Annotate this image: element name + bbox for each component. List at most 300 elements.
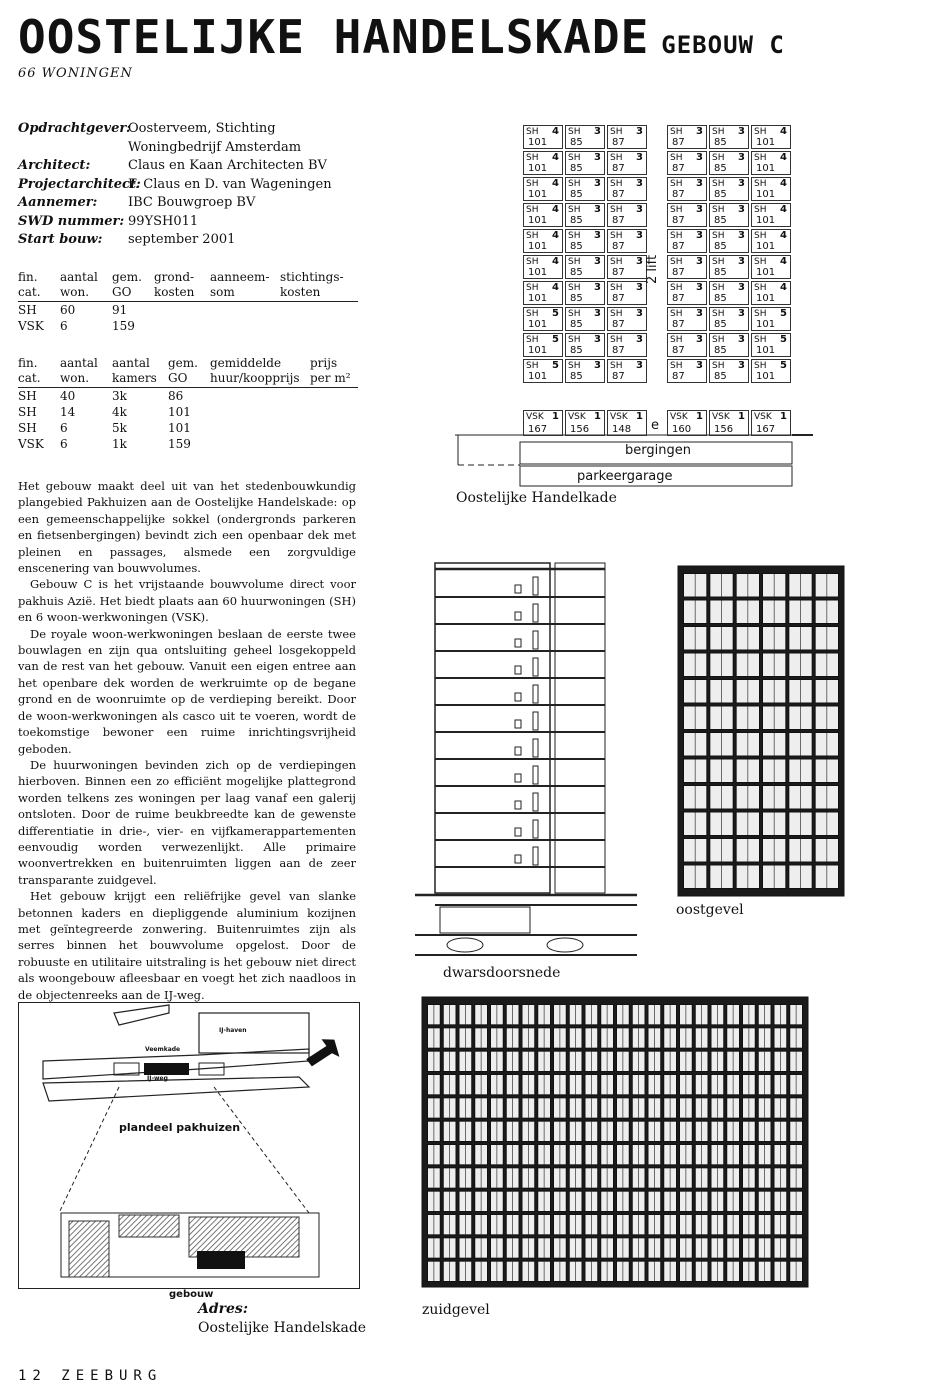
plan-unit <box>667 410 707 436</box>
unit-area: 85 <box>570 137 583 148</box>
plan-unit <box>751 333 791 357</box>
label-ij-haven: IJ-haven <box>219 1027 247 1034</box>
unit-rooms: 3 <box>696 256 703 267</box>
plan-unit <box>523 229 563 253</box>
south-elevation-drawing <box>420 993 810 1293</box>
unit-rooms: 3 <box>738 230 745 241</box>
unit-rooms: 4 <box>552 126 559 137</box>
plan-unit <box>667 203 707 227</box>
unit-area: 85 <box>570 189 583 200</box>
unit-rooms: 3 <box>594 334 601 345</box>
unit-area: 167 <box>756 424 776 435</box>
unit-rooms: 5 <box>780 360 787 371</box>
unit-type: SH <box>754 153 767 163</box>
plan-unit <box>565 125 605 149</box>
plan-unit <box>607 125 647 149</box>
unit-rooms: 3 <box>696 308 703 319</box>
unit-type: SH <box>712 231 725 241</box>
unit-type: SH <box>610 205 623 215</box>
units-count: 66 WONINGEN <box>18 66 133 81</box>
unit-area: 85 <box>570 215 583 226</box>
parkeergarage-label: parkeergarage <box>577 469 673 484</box>
unit-rooms: 5 <box>552 334 559 345</box>
unit-area: 167 <box>528 424 548 435</box>
unit-rooms: 3 <box>696 126 703 137</box>
unit-type: SH <box>526 361 539 371</box>
unit-area: 85 <box>570 163 583 174</box>
plan-unit <box>751 203 791 227</box>
plan-unit <box>565 203 605 227</box>
plan-unit <box>523 333 563 357</box>
unit-rooms: 3 <box>738 204 745 215</box>
unit-type: VSK <box>754 412 772 422</box>
plan-unit <box>667 307 707 331</box>
plan-unit <box>565 410 605 436</box>
unit-rooms: 1 <box>552 411 559 422</box>
unit-rooms: 3 <box>636 256 643 267</box>
unit-type: SH <box>670 361 683 371</box>
plan-unit <box>709 125 749 149</box>
floor-plan <box>455 120 815 500</box>
plan-unit <box>709 177 749 201</box>
unit-type: SH <box>754 127 767 137</box>
plan-unit <box>607 410 647 436</box>
unit-type: SH <box>670 257 683 267</box>
meta-row: SWD nummer: 99YSH011 <box>18 213 199 229</box>
unit-rooms: 3 <box>738 282 745 293</box>
paragraph: Het gebouw maakt deel uit van het stedenbouwkundig plangebied Pakhuizen aan de Oostelijke Handelskade: op een gemeenschappelijke sokkel (ondergronds parkeren en fietsenbergingen) bevindt zich een openbaar dek met pleinen en passages, alsmede een zorgvuldige enscenering van bouwvolumes. <box>18 479 356 576</box>
unit-area: 85 <box>570 345 583 356</box>
plan-unit <box>709 281 749 305</box>
unit-area: 101 <box>528 163 548 174</box>
unit-area: 101 <box>528 137 548 148</box>
meta-row: Projectarchitect: F. Claus en D. van Wageningen <box>18 176 332 192</box>
unit-area: 85 <box>714 319 727 330</box>
unit-rooms: 1 <box>696 411 703 422</box>
unit-rooms: 3 <box>738 360 745 371</box>
plan-unit <box>607 255 647 279</box>
plan-unit <box>667 359 707 383</box>
plan-caption: Oostelijke Handelkade <box>456 490 617 506</box>
unit-area: 101 <box>528 293 548 304</box>
unit-type: SH <box>670 309 683 319</box>
unit-rooms: 4 <box>780 126 787 137</box>
plan-unit <box>607 281 647 305</box>
plan-unit <box>709 229 749 253</box>
unit-type: SH <box>754 205 767 215</box>
paragraph: Gebouw C is het vrijstaande bouwvolume direct voor pakhuis Azië. Het biedt plaats aan 60 huurwoningen (SH) en 6 woon-werkwoningen (VSK). <box>18 577 356 625</box>
unit-type: SH <box>754 335 767 345</box>
plan-unit <box>607 359 647 383</box>
unit-rooms: 3 <box>696 152 703 163</box>
meta-row: Start bouw: september 2001 <box>18 232 236 247</box>
unit-area: 87 <box>672 345 685 356</box>
unit-area: 85 <box>714 345 727 356</box>
plan-unit <box>667 255 707 279</box>
unit-area: 87 <box>612 293 625 304</box>
unit-area: 85 <box>714 215 727 226</box>
article-body <box>18 478 356 1003</box>
plan-unit <box>709 410 749 436</box>
plan-unit <box>607 333 647 357</box>
table-row: SH 60 91 <box>18 303 128 317</box>
plan-unit <box>565 359 605 383</box>
unit-rooms: 1 <box>738 411 745 422</box>
lift-label: 2 lift <box>645 254 660 284</box>
unit-rooms: 3 <box>594 126 601 137</box>
unit-type: SH <box>568 127 581 137</box>
unit-area: 101 <box>756 293 776 304</box>
unit-area: 87 <box>672 163 685 174</box>
unit-rooms: 4 <box>780 178 787 189</box>
unit-rooms: 3 <box>696 360 703 371</box>
unit-rooms: 4 <box>552 256 559 267</box>
table-row: SH 6 5k 101 <box>18 421 191 435</box>
unit-area: 87 <box>612 319 625 330</box>
unit-type: SH <box>670 231 683 241</box>
unit-area: 101 <box>756 163 776 174</box>
unit-area: 85 <box>714 371 727 382</box>
label-plandeel: plandeel pakhuizen <box>119 1121 241 1134</box>
plan-unit <box>751 151 791 175</box>
plan-unit <box>751 410 791 436</box>
unit-area: 85 <box>570 319 583 330</box>
plan-unit <box>565 151 605 175</box>
plan-unit <box>607 151 647 175</box>
unit-type: SH <box>526 231 539 241</box>
unit-area: 85 <box>570 371 583 382</box>
unit-type: SH <box>670 179 683 189</box>
unit-type: SH <box>526 335 539 345</box>
label-ij-weg: IJ-weg <box>147 1075 168 1082</box>
unit-area: 101 <box>528 319 548 330</box>
map-drawing <box>19 1003 359 1288</box>
plan-unit <box>607 203 647 227</box>
plan-unit <box>751 307 791 331</box>
plan-unit <box>709 307 749 331</box>
unit-type: VSK <box>526 412 544 422</box>
table-row: SH 14 4k 101 <box>18 405 191 419</box>
unit-rooms: 3 <box>738 334 745 345</box>
plan-unit <box>565 229 605 253</box>
unit-area: 160 <box>672 424 692 435</box>
unit-rooms: 4 <box>780 230 787 241</box>
unit-rooms: 4 <box>552 230 559 241</box>
section-caption: dwarsdoorsnede <box>443 965 561 981</box>
plan-unit <box>751 281 791 305</box>
building-subtitle: GEBOUW C <box>661 31 785 59</box>
unit-area: 87 <box>612 267 625 278</box>
unit-area: 87 <box>612 215 625 226</box>
unit-type: VSK <box>712 412 730 422</box>
unit-type: SH <box>568 335 581 345</box>
unit-type: SH <box>712 153 725 163</box>
unit-type: VSK <box>610 412 628 422</box>
unit-area: 87 <box>612 241 625 252</box>
unit-type: SH <box>754 283 767 293</box>
unit-rooms: 4 <box>780 256 787 267</box>
plan-unit <box>709 151 749 175</box>
unit-rooms: 3 <box>696 282 703 293</box>
unit-rooms: 3 <box>738 126 745 137</box>
unit-rooms: 3 <box>636 178 643 189</box>
unit-area: 87 <box>672 215 685 226</box>
unit-area: 87 <box>672 371 685 382</box>
unit-rooms: 5 <box>780 308 787 319</box>
unit-area: 101 <box>528 345 548 356</box>
unit-area: 87 <box>672 319 685 330</box>
unit-area: 87 <box>672 189 685 200</box>
address-label: Adres: <box>198 1301 248 1317</box>
unit-type: SH <box>670 153 683 163</box>
plan-unit <box>565 307 605 331</box>
unit-rooms: 3 <box>636 282 643 293</box>
paragraph: De royale woon-werkwoningen beslaan de eerste twee bouwlagen en zijn qua ontsluiting geheel losgekoppeld van de rest van het gebouw. Vanuit een eigen entree aan het openbare dek worden de werkruimte op de begane grond en de woonruimte op de verdieping bereikt. Door de woon-werkwoningen als casco uit te voeren, wordt de toekomstige bewoner een ruime inrichtingsvrijheid geboden. <box>18 626 356 756</box>
unit-area: 85 <box>570 293 583 304</box>
unit-type: SH <box>712 283 725 293</box>
plan-unit <box>607 307 647 331</box>
plan-unit <box>523 281 563 305</box>
unit-type: SH <box>568 283 581 293</box>
unit-area: 85 <box>714 163 727 174</box>
unit-area: 85 <box>570 267 583 278</box>
plan-unit <box>667 229 707 253</box>
unit-type: SH <box>610 153 623 163</box>
unit-rooms: 3 <box>636 152 643 163</box>
plan-unit <box>751 255 791 279</box>
unit-area: 101 <box>528 189 548 200</box>
unit-rooms: 3 <box>594 204 601 215</box>
project-meta <box>18 120 363 250</box>
plan-unit <box>709 203 749 227</box>
plan-unit <box>523 203 563 227</box>
unit-type: SH <box>568 153 581 163</box>
plan-unit <box>667 281 707 305</box>
meta-row: Aannemer: IBC Bouwgroep BV <box>18 195 256 210</box>
plan-unit <box>565 333 605 357</box>
unit-type: SH <box>568 179 581 189</box>
unit-rooms: 3 <box>738 152 745 163</box>
dwelling-table: fin. cat. aantal won. aantal kamers gem. GO gemiddelde huur/koopprijs prijs per m² SH 40 3k 86 SH 14 4k 101 SH 6 5k 101 VSK 6 1k 159 <box>18 356 358 452</box>
unit-type: SH <box>754 179 767 189</box>
unit-area: 101 <box>756 319 776 330</box>
south-caption: zuidgevel <box>422 1302 490 1318</box>
plan-unit <box>709 333 749 357</box>
unit-type: SH <box>610 361 623 371</box>
unit-type: SH <box>712 335 725 345</box>
unit-type: VSK <box>670 412 688 422</box>
plan-unit <box>523 125 563 149</box>
east-caption: oostgevel <box>676 902 744 918</box>
unit-type: SH <box>568 231 581 241</box>
unit-area: 87 <box>672 267 685 278</box>
unit-rooms: 4 <box>552 152 559 163</box>
plan-unit <box>751 177 791 201</box>
unit-area: 87 <box>612 371 625 382</box>
unit-type: SH <box>526 127 539 137</box>
unit-area: 87 <box>672 137 685 148</box>
unit-type: SH <box>754 257 767 267</box>
unit-type: SH <box>712 179 725 189</box>
unit-rooms: 3 <box>594 152 601 163</box>
unit-type: SH <box>754 309 767 319</box>
unit-rooms: 5 <box>780 334 787 345</box>
unit-area: 101 <box>528 371 548 382</box>
unit-area: 85 <box>714 241 727 252</box>
plan-unit <box>751 359 791 383</box>
unit-type: SH <box>712 309 725 319</box>
paragraph: Het gebouw krijgt een reliëfrijke gevel van slanke betonnen kaders en diepliggende aluminium kozijnen met geïntegreerde zonwering. Buitenruimtes zijn als serres binnen het bouwvolume opgelost. Door de robuuste en utilitaire uitstraling is het gebouw niet direct als woongebouw afleesbaar en voegt het zich naadloos in de objectenreeks aan de IJ-weg. <box>18 889 356 1002</box>
unit-area: 101 <box>756 137 776 148</box>
plan-unit <box>565 281 605 305</box>
unit-rooms: 3 <box>594 230 601 241</box>
plan-unit <box>667 333 707 357</box>
unit-type: SH <box>526 205 539 215</box>
unit-area: 101 <box>756 189 776 200</box>
plan-unit <box>751 125 791 149</box>
unit-rooms: 3 <box>636 360 643 371</box>
cost-table: fin. cat. aantal won. gem. GO grond- kosten aanneem- som stichtings- kosten SH 60 91 VSK 6 159 <box>18 270 358 334</box>
unit-area: 87 <box>672 293 685 304</box>
unit-type: SH <box>526 309 539 319</box>
unit-rooms: 3 <box>696 178 703 189</box>
unit-area: 101 <box>756 215 776 226</box>
unit-rooms: 4 <box>780 282 787 293</box>
unit-type: SH <box>568 309 581 319</box>
unit-rooms: 5 <box>552 308 559 319</box>
cross-section-drawing <box>415 555 640 965</box>
unit-type: SH <box>712 361 725 371</box>
unit-rooms: 3 <box>594 256 601 267</box>
page-footer: 12 ZEEBURG <box>18 1368 163 1384</box>
unit-type: SH <box>526 283 539 293</box>
plan-unit <box>607 229 647 253</box>
unit-type: SH <box>712 205 725 215</box>
unit-type: SH <box>526 179 539 189</box>
unit-type: SH <box>712 257 725 267</box>
unit-area: 101 <box>528 241 548 252</box>
table-row: SH 40 3k 86 <box>18 389 184 403</box>
unit-type: SH <box>670 335 683 345</box>
unit-type: SH <box>670 127 683 137</box>
location-map <box>18 1002 360 1300</box>
unit-area: 85 <box>714 267 727 278</box>
unit-rooms: 4 <box>780 152 787 163</box>
e-label: e <box>651 418 659 433</box>
unit-area: 148 <box>612 424 632 435</box>
unit-type: SH <box>610 283 623 293</box>
unit-area: 156 <box>570 424 590 435</box>
unit-type: SH <box>610 127 623 137</box>
unit-type: SH <box>610 335 623 345</box>
unit-rooms: 1 <box>636 411 643 422</box>
unit-rooms: 1 <box>780 411 787 422</box>
table-row: VSK 6 159 <box>18 319 135 333</box>
unit-area: 101 <box>756 267 776 278</box>
unit-type: SH <box>526 257 539 267</box>
plan-unit <box>565 255 605 279</box>
plan-unit <box>565 177 605 201</box>
unit-area: 87 <box>612 345 625 356</box>
unit-type: SH <box>610 257 623 267</box>
unit-area: 87 <box>612 189 625 200</box>
unit-rooms: 5 <box>552 360 559 371</box>
unit-area: 156 <box>714 424 734 435</box>
plan-unit <box>523 307 563 331</box>
plan-unit <box>709 359 749 383</box>
unit-type: SH <box>610 231 623 241</box>
unit-rooms: 4 <box>552 178 559 189</box>
unit-area: 87 <box>612 137 625 148</box>
unit-rooms: 4 <box>552 204 559 215</box>
unit-rooms: 3 <box>636 204 643 215</box>
unit-type: SH <box>568 361 581 371</box>
unit-rooms: 3 <box>738 178 745 189</box>
bergingen-label: bergingen <box>625 443 691 458</box>
unit-type: SH <box>754 231 767 241</box>
meta-row: Architect: Claus en Kaan Architecten BV <box>18 158 327 173</box>
unit-type: SH <box>670 205 683 215</box>
unit-rooms: 3 <box>636 334 643 345</box>
unit-area: 101 <box>756 345 776 356</box>
unit-area: 101 <box>528 215 548 226</box>
unit-rooms: 3 <box>594 308 601 319</box>
unit-rooms: 3 <box>696 334 703 345</box>
plan-unit <box>667 177 707 201</box>
unit-rooms: 3 <box>636 230 643 241</box>
unit-area: 85 <box>714 137 727 148</box>
unit-type: VSK <box>568 412 586 422</box>
east-elevation-drawing <box>676 562 846 902</box>
unit-area: 101 <box>756 241 776 252</box>
unit-area: 87 <box>672 241 685 252</box>
unit-rooms: 3 <box>696 204 703 215</box>
plan-unit <box>523 151 563 175</box>
page-title: OOSTELIJKE HANDELSKADE GEBOUW C <box>18 10 785 64</box>
unit-rooms: 3 <box>594 282 601 293</box>
label-gebouw: gebouw <box>169 1289 214 1300</box>
plan-unit <box>607 177 647 201</box>
plan-unit <box>523 359 563 383</box>
paragraph: De huurwoningen bevinden zich op de verdiepingen hierboven. Binnen een zo efficiënt mogelijke plattegrond worden telkens zes woningen per laag vanaf een galerij ontsloten. Door de ruime beukbreedte kan de gewenste differentiatie in drie-, vier- en vijfkamerappartementen eenvoudig worden verwezenlijkt. Alle primaire woonvertrekken en buitenruimten liggen aan de zeer transparante zuidgevel. <box>18 757 356 887</box>
plan-unit <box>667 151 707 175</box>
plan-unit <box>523 255 563 279</box>
unit-area: 87 <box>612 163 625 174</box>
unit-type: SH <box>568 257 581 267</box>
unit-rooms: 1 <box>594 411 601 422</box>
meta-row: Opdrachtgever: Oosterveem, Stichting Woningbedrijf Amsterdam <box>18 121 302 155</box>
plan-unit <box>523 410 563 436</box>
unit-rooms: 3 <box>636 126 643 137</box>
unit-rooms: 3 <box>594 360 601 371</box>
address-value: Oostelijke Handelskade <box>198 1320 367 1336</box>
unit-type: SH <box>610 309 623 319</box>
plan-unit <box>709 255 749 279</box>
unit-rooms: 3 <box>738 256 745 267</box>
label-veemkade: Veemkade <box>145 1046 181 1053</box>
unit-type: SH <box>610 179 623 189</box>
unit-rooms: 3 <box>696 230 703 241</box>
unit-rooms: 4 <box>780 204 787 215</box>
table-row: VSK 6 1k 159 <box>18 437 191 451</box>
unit-area: 101 <box>756 371 776 382</box>
unit-type: SH <box>754 361 767 371</box>
unit-type: SH <box>670 283 683 293</box>
plan-unit <box>667 125 707 149</box>
unit-area: 85 <box>714 293 727 304</box>
unit-area: 85 <box>714 189 727 200</box>
unit-area: 85 <box>570 241 583 252</box>
